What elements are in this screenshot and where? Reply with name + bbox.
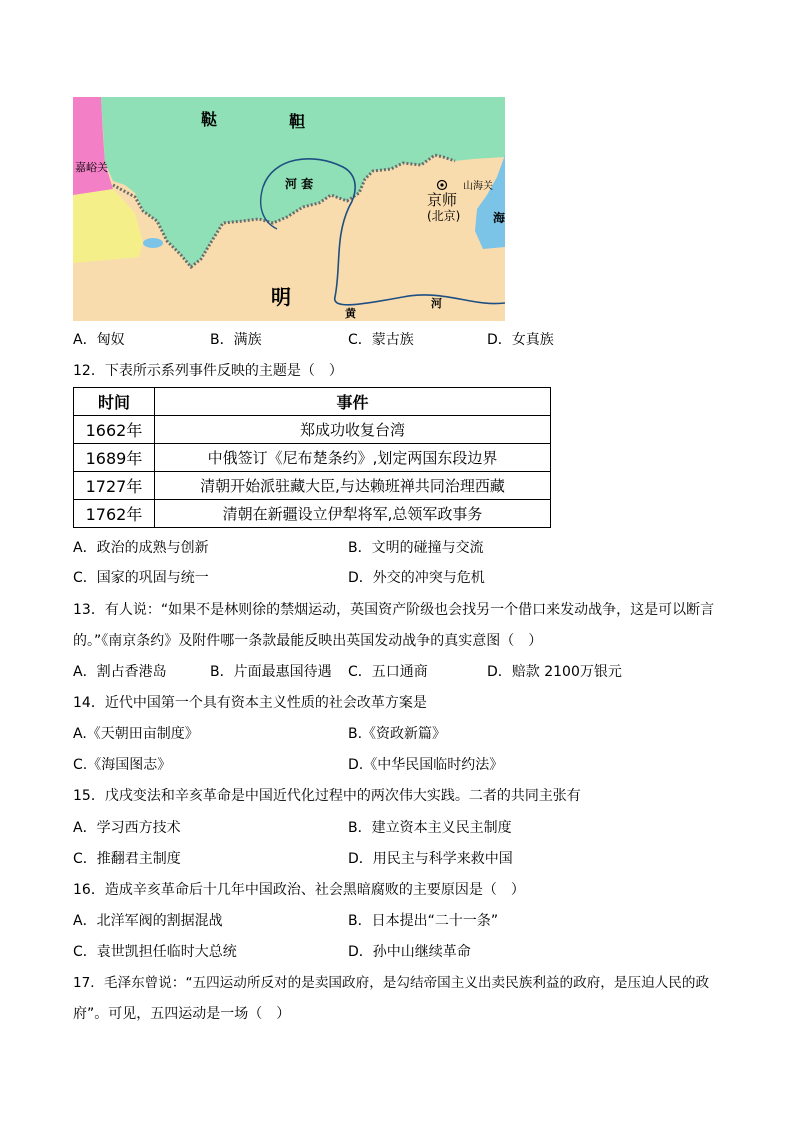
q11-option-c: C．蒙古族	[348, 332, 414, 348]
q14-option-b: B.《资政新篇》	[348, 726, 447, 742]
q12-option-d: D．外交的冲突与危机	[348, 570, 485, 586]
table-cell-year: 1662年	[74, 416, 155, 444]
table-row	[74, 444, 551, 472]
table-cell-event: 中俄签订《尼布楚条约》,划定两国东段边界	[155, 444, 551, 472]
map-label-beijing: (北京)	[427, 209, 461, 223]
table-header-event: 事件	[155, 388, 551, 416]
q12-option-b: B．文明的碰撞与交流	[348, 540, 484, 556]
map-label-sea: 海	[493, 211, 505, 225]
table-cell-event: 清朝开始派驻藏大臣,与达赖班禅共同治理西藏	[155, 472, 551, 500]
map-label-tatar-2: 靼	[289, 112, 306, 131]
table-row	[74, 472, 551, 500]
q16-option-c: C．袁世凯担任临时大总统	[73, 944, 237, 960]
table-row	[74, 416, 551, 444]
table-cell-event: 郑成功收复台湾	[155, 416, 551, 444]
q11-option-d: D．女真族	[487, 332, 554, 348]
q11-option-b: B．满族	[210, 332, 262, 348]
table-cell-year: 1727年	[74, 472, 155, 500]
q12-option-c: C．国家的巩固与统一	[73, 570, 209, 586]
map-label-jingshi: 京师	[427, 191, 458, 209]
q12-question: 12．下表所示系列事件反映的主题是（ ）	[73, 363, 343, 379]
q16-question: 16．造成辛亥革命后十几年中国政治、社会黑暗腐败的主要原因是（ ）	[73, 882, 525, 898]
map-label-tatar-1: 鞑	[201, 110, 218, 129]
map-label-jiayuguan: 嘉峪关	[75, 161, 108, 174]
map-label-ming: 明	[271, 285, 291, 309]
q15-option-d: D．用民主与科学来救中国	[348, 851, 513, 867]
q13-question-line-1: 13．有人说：“如果不是林则徐的禁烟运动，英国资产阶级也会找另一个借口来发动战争，这是可以断言	[73, 602, 715, 618]
table-cell-year: 1762年	[74, 500, 155, 528]
table-cell-year: 1689年	[74, 444, 155, 472]
q17-question-line-2: 府”。可见，五四运动是一场（ ）	[73, 1006, 291, 1022]
q16-option-b: B．日本提出“二十一条”	[348, 913, 499, 929]
q14-option-d: D.《中华民国临时约法》	[348, 757, 504, 773]
q15-option-a: A．学习西方技术	[73, 820, 181, 836]
q15-question: 15．戊戌变法和辛亥革命是中国近代化过程中的两次伟大实践。二者的共同主张有	[73, 788, 581, 804]
q13-question-line-2: 的。”《南京条约》及附件哪一条款最能反映出英国发动战争的真实意图（ ）	[73, 633, 543, 649]
q14-option-a: A.《天朝田亩制度》	[73, 726, 199, 742]
map-label-shanhaiguan: 山海关	[463, 181, 493, 192]
q13-option-c: C．五口通商	[348, 664, 428, 680]
q13-option-a: A．割占香港岛	[73, 664, 167, 680]
q12-option-a: A．政治的成熟与创新	[73, 540, 209, 556]
q17-question-line-1: 17．毛泽东曾说：“五四运动所反对的是卖国政府，是勾结帝国主义出卖民族利益的政府，是压迫人民的政	[73, 975, 710, 991]
q15-option-c: C．推翻君主制度	[73, 851, 181, 867]
ming-map	[73, 97, 505, 321]
table-header-time: 时间	[74, 388, 155, 416]
q12-events-table	[73, 387, 551, 528]
q16-option-d: D．孙中山继续革命	[348, 944, 471, 960]
table-row	[74, 500, 551, 528]
table-cell-event: 清朝在新疆设立伊犁将军,总领军政事务	[155, 500, 551, 528]
q13-option-b: B．片面最惠国待遇	[210, 664, 332, 680]
q14-question: 14．近代中国第一个具有资本主义性质的社会改革方案是	[73, 695, 427, 711]
q11-option-a: A．匈奴	[73, 332, 125, 348]
table-header-row	[74, 388, 551, 416]
q16-option-a: A．北洋军阀的割据混战	[73, 913, 223, 929]
q15-option-b: B．建立资本主义民主制度	[348, 820, 512, 836]
map-label-yellow-1: 黄	[345, 307, 356, 320]
q13-option-d: D．赔款 2100万银元	[487, 664, 622, 680]
q14-option-c: C.《海国图志》	[73, 757, 172, 773]
map-label-yellow-2: 河	[431, 297, 442, 310]
map-label-hetao: 河 套	[285, 177, 314, 191]
